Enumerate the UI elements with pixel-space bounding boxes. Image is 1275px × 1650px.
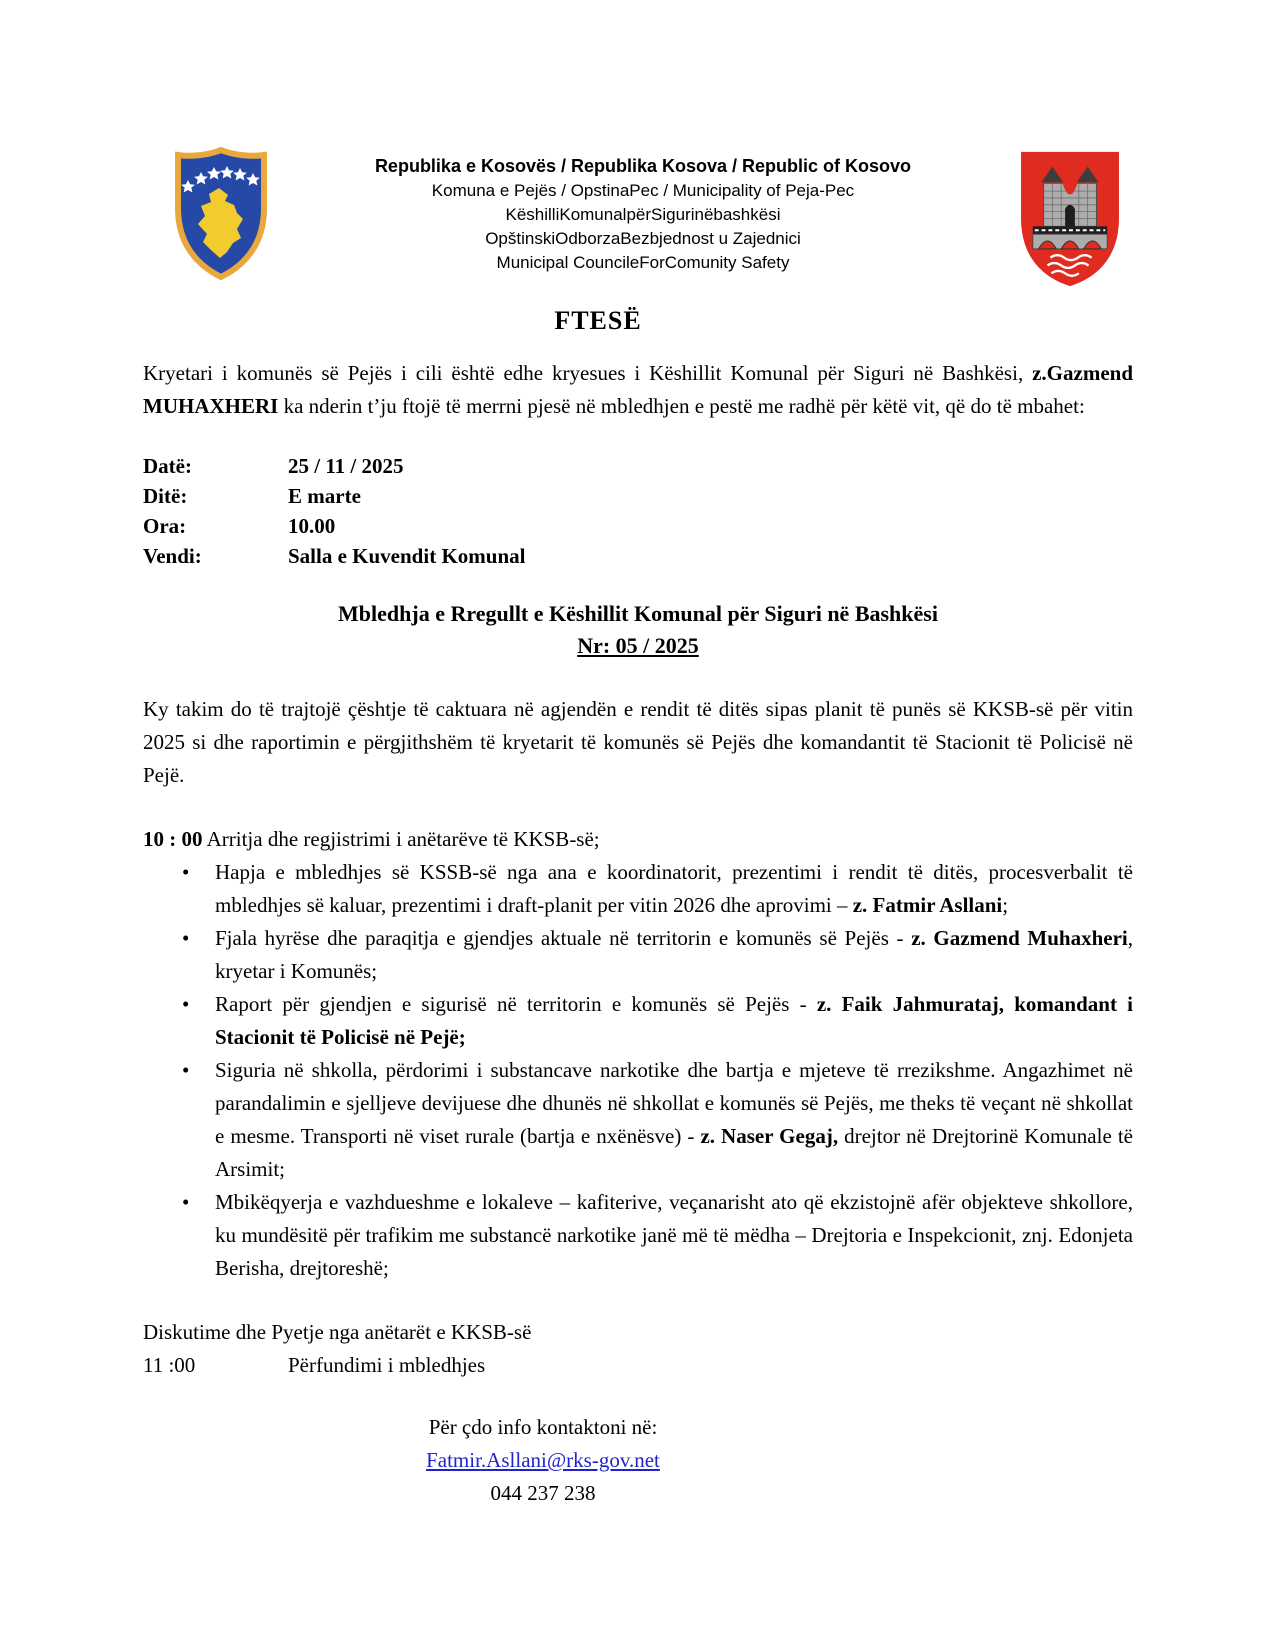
bullet-text: Mbikëqyerja e vazhdueshme e lokaleve – kafiterive, veçanarisht ato që ekzistojnë afër objekteve shkollore, ku mundësitë për trafikim me substancë narkotike janë më të mëdha – Drejtoria e Inspekcionit, znj. Edonjeta Berisha, drejtoreshë; <box>215 1190 1133 1280</box>
speaker-name: z. Faik Jahmurataj, komandant i Stacionit të Policisë në Pejë; <box>215 992 1133 1049</box>
letterhead-line-council-sq: KëshilliKomunalpërSigurinëbashkësi <box>505 205 781 224</box>
end-text: Përfundimi i mbledhjes <box>288 1353 486 1377</box>
list-item <box>143 988 1133 1054</box>
bullet-icon: • <box>182 992 190 1016</box>
detail-row-date <box>143 451 1133 481</box>
speaker-name: z. Naser Gegaj, <box>700 1124 839 1148</box>
detail-row-venue <box>143 541 1133 571</box>
contact-block <box>143 1411 1133 1510</box>
letterhead-line-council-sr: OpštinskiOdborzaBezbjednost u Zajednici <box>485 229 801 248</box>
bullet-icon: • <box>182 1058 190 1082</box>
letterhead-line-council-en: Municipal CouncileForComunity Safety <box>496 253 790 272</box>
letterhead <box>143 146 1133 290</box>
detail-row-day <box>143 481 1133 511</box>
bullet-icon: • <box>182 1190 190 1214</box>
bullet-text: Raport për gjendjen e sigurisë në territorin e komunës së Pejës - z. Faik Jahmurataj, komandant i Stacionit të Policisë në Pejë; <box>215 992 1133 1049</box>
end-line <box>143 1349 1133 1382</box>
speaker-name: z. Fatmir Asllani <box>852 893 1003 917</box>
letterhead-text <box>271 146 1015 275</box>
time-label: Ora: <box>143 514 187 538</box>
meeting-heading: Mbledhja e Rregullt e Këshillit Komunal për Siguri në Bashkësi <box>338 601 938 626</box>
agenda-bullet-list <box>143 856 1133 1285</box>
contact-label: Për çdo info kontaktoni në: <box>428 1415 658 1439</box>
detail-row-time <box>143 511 1133 541</box>
bullet-icon: • <box>182 926 190 950</box>
bullet-text: Siguria në shkolla, përdorimi i substancave narkotike dhe bartja e mjeteve të rrezikshme. Angazhimet në parandalimin e sjelljeve devijuese dhe dhunës në shkollat e komunës së Pejës, me theks të veçant në shkollat e mesme. Transporti në viset rurale (bartja e nxënësve) - z. Naser Gegaj, drejtor në Drejtorinë Komunale të Arsimit; <box>215 1058 1133 1181</box>
bullet-text: Fjala hyrëse dhe paraqitja e gjendjes aktuale në territorin e komunës së Pejës - z. Gazmend Muhaxheri, kryetar i Komunës; <box>215 926 1134 983</box>
venue-label: Vendi: <box>143 544 202 568</box>
mayor-name: z.Gazmend MUHAXHERI <box>143 361 1133 418</box>
meeting-details <box>143 451 1133 571</box>
list-item <box>143 1054 1133 1186</box>
meeting-number: Nr: 05 / 2025 <box>577 633 699 658</box>
closing-section <box>143 1316 1133 1382</box>
kosovo-emblem-icon <box>171 146 271 281</box>
agenda-start-time: 10 : 00 <box>143 827 203 851</box>
letterhead-line-municipality: Komuna e Pejës / OpstinaPec / Municipality of Peja-Pec <box>431 181 855 200</box>
venue-value: Salla e Kuvendit Komunal <box>288 544 526 568</box>
intro-text-pre: Kryetari i komunës së Pejës i cili është edhe kryesues i Këshillit Komunal për Siguri në Bashkësi, <box>143 361 1033 385</box>
bullet-icon: • <box>182 860 190 884</box>
intro-text-post: ka nderin t’ju ftojë të merrni pjesë në mbledhjen e pestë me radhë për këtë vit, që do të mbahet: <box>278 394 1085 418</box>
letterhead-line-republic: Republika e Kosovës / Republika Kosova / Republic of Kosovo <box>374 156 912 176</box>
date-value: 25 / 11 / 2025 <box>288 454 404 478</box>
contact-phone: 044 237 238 <box>490 1481 596 1505</box>
speaker-name: z. Gazmend Muhaxheri <box>911 926 1128 950</box>
day-value: E marte <box>288 484 361 508</box>
end-time: 11 :00 <box>143 1353 196 1377</box>
time-value: 10.00 <box>288 514 336 538</box>
list-item <box>143 856 1133 922</box>
agenda-start-text: Arritja dhe regjistrimi i anëtarëve të KKSB-së; <box>202 827 600 851</box>
list-item <box>143 1186 1133 1285</box>
list-item <box>143 922 1133 988</box>
discussion-line: Diskutime dhe Pyetje nga anëtarët e KKSB-së <box>143 1320 532 1344</box>
peja-emblem-icon <box>1015 148 1125 290</box>
bullet-text: Hapja e mbledhjes së KSSB-së nga ana e koordinatorit, prezentimi i rendit të ditës, procesverbalit të mbledhjes së kaluar, prezentimi i draft-planit per vitin 2026 dhe aprovimi – z. Fatmir Asllani; <box>215 860 1133 917</box>
document-title: FTESË <box>554 306 642 335</box>
day-label: Ditë: <box>143 484 188 508</box>
description-paragraph: Ky takim do të trajtojë çështje të caktuara në agjendën e rendit të ditës sipas planit të punës së KKSB-së për vitin 2025 si dhe raportimin e përgjithshëm të kryetarit të komunës së Pejës dhe komandantit të Stacionit të Policisë në Pejë. <box>143 697 1133 787</box>
intro-paragraph <box>143 357 1133 423</box>
agenda-start-line <box>143 823 1133 856</box>
date-label: Datë: <box>143 454 192 478</box>
contact-email-link[interactable]: Fatmir.Asllani@rks-gov.net <box>426 1448 660 1472</box>
